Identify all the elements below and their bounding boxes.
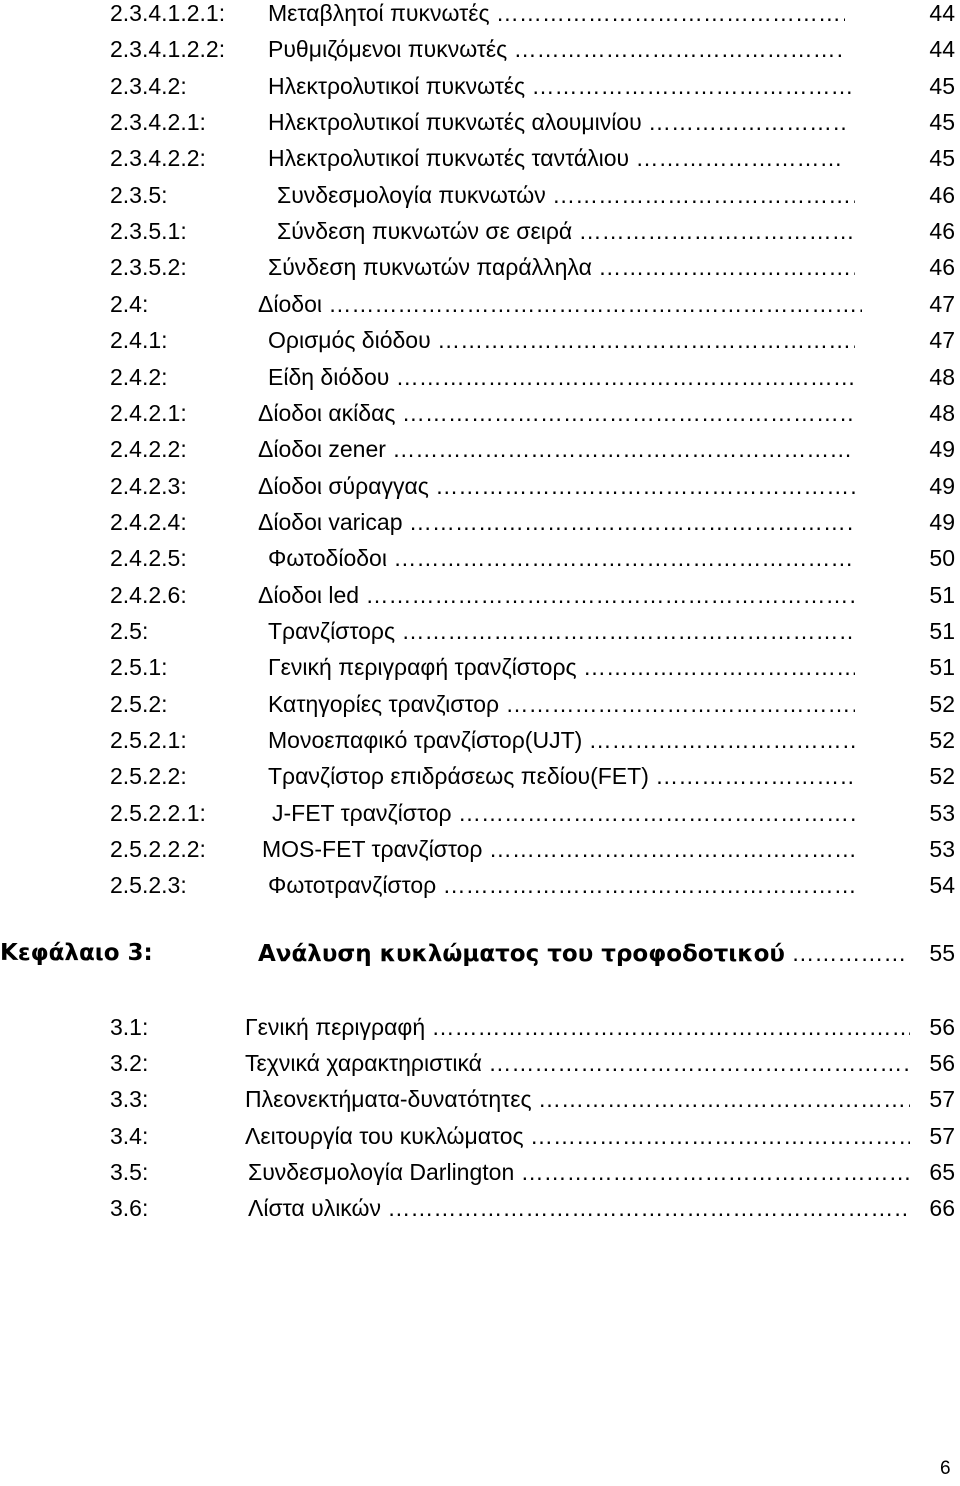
toc-entry-page: 65: [929, 1158, 955, 1185]
chapter-page: 55: [929, 940, 955, 966]
toc-entry-title: Δίοδοι ακίδας: [258, 399, 396, 426]
toc-entry-page: 44: [929, 0, 955, 26]
toc-entry-page: 57: [929, 1122, 955, 1149]
toc-entry-page: 54: [929, 872, 955, 899]
toc-entry-number: 2.4.2.2:: [110, 436, 187, 463]
toc-entry-title: Δίοδοι zener: [258, 436, 386, 463]
toc-entry-title: Τρανζίστορς: [268, 617, 396, 644]
toc-entry-page: 57: [929, 1086, 955, 1113]
toc-entry: [110, 140, 955, 176]
toc-entry-number: 2.3.4.2:: [110, 72, 187, 99]
toc-entry-title: Ορισμός διόδου: [268, 327, 431, 354]
toc-entry-page: 56: [929, 1014, 955, 1040]
toc-entry-number: 2.3.5:: [110, 181, 168, 208]
toc-entry: [110, 686, 955, 722]
toc-entry: [110, 431, 955, 467]
toc-entry: [110, 1118, 955, 1154]
toc-entry-number: 3.3:: [110, 1086, 149, 1113]
page-number: 6: [940, 1458, 951, 1479]
toc-entry-number: 2.3.4.2.1:: [110, 109, 206, 136]
toc-entry-number: 2.5.2.2.1:: [110, 799, 206, 826]
toc-entry-title: Δίοδοι varicap: [258, 508, 403, 535]
toc-entry: [110, 1190, 955, 1226]
toc-entry-page: 56: [929, 1050, 955, 1077]
toc-entry-title: Γενική περιγραφή: [245, 1014, 426, 1040]
toc-entry-number: 2.3.5.1:: [110, 218, 187, 245]
toc-entry: [110, 468, 955, 504]
toc-entry-page: 49: [929, 436, 955, 463]
toc-entry: [110, 177, 955, 213]
toc-entry-title: Φωτοτρανζίστορ: [268, 872, 437, 899]
toc-entry-title: J-FET τρανζίστορ: [272, 799, 452, 826]
toc-entry-page: 50: [929, 545, 955, 572]
toc-entry: [110, 322, 955, 358]
toc-entry-title: Είδη διόδου: [268, 363, 390, 390]
toc-entry-number: 2.4.2:: [110, 363, 168, 390]
toc-entry-page: 49: [929, 472, 955, 499]
toc-entry: [110, 359, 955, 395]
toc-entry: [110, 540, 955, 576]
toc-entry-title: Σύνδεση πυκνωτών παράλληλα: [268, 254, 592, 281]
toc-entry-page: 52: [929, 690, 955, 717]
toc-entry-number: 2.4.2.6:: [110, 581, 187, 608]
toc-entry-page: 45: [929, 109, 955, 136]
chapter-title: Ανάλυση κυκλώματος του τροφοδοτικού: [258, 941, 785, 967]
toc-entry-page: 48: [929, 399, 955, 426]
toc-entry-number: 2.5.2.1:: [110, 727, 187, 753]
toc-entry-page: 46: [929, 181, 955, 208]
toc-entry: [110, 0, 955, 31]
toc-entry-title: Δίοδοι: [258, 290, 322, 317]
toc-entry-page: 51: [929, 581, 955, 608]
toc-entry-title: Γενική περιγραφή τρανζίστορς: [268, 654, 577, 681]
toc-entry-page: 47: [929, 290, 955, 317]
toc-entry-number: 2.5.2:: [110, 690, 168, 717]
toc-entry: [110, 249, 955, 285]
toc-entry-title: Τρανζίστορ επιδράσεως πεδίου(FET): [268, 763, 649, 790]
toc-entry-number: 2.4.2.4:: [110, 508, 187, 535]
toc-entry-page: 47: [929, 327, 955, 354]
toc-entry-page: 52: [929, 727, 955, 753]
toc-entry: [110, 104, 955, 140]
toc-entry-number: 2.4:: [110, 290, 149, 317]
toc-entry: [110, 722, 955, 758]
toc-entry-number: 2.4.2.5:: [110, 545, 187, 572]
toc-entry-page: 53: [929, 836, 955, 863]
toc-entry-title: Πλεονεκτήματα-δυνατότητες: [245, 1086, 532, 1113]
toc-entry-number: 2.4.1:: [110, 327, 168, 354]
toc-entry-number: 2.4.2.1:: [110, 399, 187, 426]
toc-entry-title: Κατηγορίες τρανζιστορ: [268, 690, 500, 717]
toc-entry: [110, 213, 955, 249]
toc-entry-number: 3.4:: [110, 1122, 149, 1149]
toc-entry-number: 2.3.4.1.2.2:: [110, 36, 226, 63]
toc-entry-title: Μεταβλητοί πυκνωτές: [268, 0, 490, 26]
toc-entry-title: Λίστα υλικών: [248, 1195, 381, 1221]
toc-entry: [110, 504, 955, 540]
toc-entry-page: 45: [929, 145, 955, 172]
toc-entry-page: 66: [929, 1195, 955, 1221]
toc-entry: [110, 31, 955, 67]
toc-entry-title: Φωτοδίοδοι: [268, 545, 387, 572]
toc-entry: [110, 867, 955, 903]
toc-entry-page: 46: [929, 254, 955, 281]
toc-entry-title: Δίοδοι led: [258, 581, 360, 608]
chapter-number: Κεφάλαιο 3:: [0, 940, 153, 966]
toc-entry-number: 2.5.2.3:: [110, 872, 187, 899]
toc-entry-number: 3.2:: [110, 1050, 149, 1077]
toc-entry-number: 2.4.2.3:: [110, 472, 187, 499]
toc-entry-title: Ηλεκτρολυτικοί πυκνωτές αλουμινίου: [268, 109, 642, 136]
toc-entry-page: 49: [929, 508, 955, 535]
toc-entry-title: Συνδεσμολογία πυκνωτών: [277, 181, 546, 208]
toc-entry: [110, 649, 955, 685]
toc-entry-page: 45: [929, 72, 955, 99]
toc-entry-page: 44: [929, 36, 955, 63]
toc-entry-number: 2.3.4.2.2:: [110, 145, 206, 172]
toc-entry-number: 2.3.5.2:: [110, 254, 187, 281]
toc-entry-number: 2.5.1:: [110, 654, 168, 681]
toc-entry: [110, 795, 955, 831]
toc-entry-title: Συνδεσμολογία Darlington: [248, 1158, 515, 1185]
toc-entry-page: 48: [929, 363, 955, 390]
toc-entry: [110, 577, 955, 613]
toc-entry-title: Τεχνικά χαρακτηριστικά: [245, 1050, 482, 1077]
toc-entry: [110, 758, 955, 794]
toc-entry-title: Ηλεκτρολυτικοί πυκνωτές ταντάλιου: [268, 145, 630, 172]
toc-entry-number: 3.6:: [110, 1195, 149, 1221]
toc-entry-number: 2.5:: [110, 617, 149, 644]
toc-entry-page: 52: [929, 763, 955, 790]
toc-entry-title: Μονοεπαφικό τρανζίστορ(UJT): [268, 727, 583, 753]
toc-entry-title: MOS-FET τρανζίστορ: [262, 836, 483, 863]
toc-entry: [110, 1009, 955, 1045]
toc-entry-page: 51: [929, 617, 955, 644]
toc-entry-number: 2.5.2.2.2:: [110, 836, 206, 863]
toc-entry-number: 2.3.4.1.2.1:: [110, 0, 226, 26]
toc-entry-number: 3.5:: [110, 1158, 149, 1185]
toc-entry-title: Δίοδοι σύραγγας: [258, 472, 429, 499]
toc-entry-title: Ηλεκτρολυτικοί πυκνωτές: [268, 72, 526, 99]
toc-entry-page: 53: [929, 799, 955, 826]
toc-entry: [110, 68, 955, 104]
toc-entry: [110, 395, 955, 431]
toc-entry: [110, 286, 955, 322]
toc-entry: [110, 1045, 955, 1081]
toc-entry: [110, 831, 955, 867]
toc-entry-page: 51: [929, 654, 955, 681]
toc-entry-title: Ρυθμιζόμενοι πυκνωτές: [268, 36, 508, 63]
chapter-heading: [0, 935, 955, 971]
toc-entry: [110, 1081, 955, 1117]
toc-entry-page: 46: [929, 218, 955, 245]
toc-entry: [110, 613, 955, 649]
toc-entry-number: 2.5.2.2:: [110, 763, 187, 790]
toc-entry-number: 3.1:: [110, 1014, 149, 1040]
toc-entry: [110, 1154, 955, 1190]
toc-entry-title: Λειτουργία του κυκλώματος: [245, 1122, 524, 1149]
toc-entry-title: Σύνδεση πυκνωτών σε σειρά: [277, 218, 573, 245]
